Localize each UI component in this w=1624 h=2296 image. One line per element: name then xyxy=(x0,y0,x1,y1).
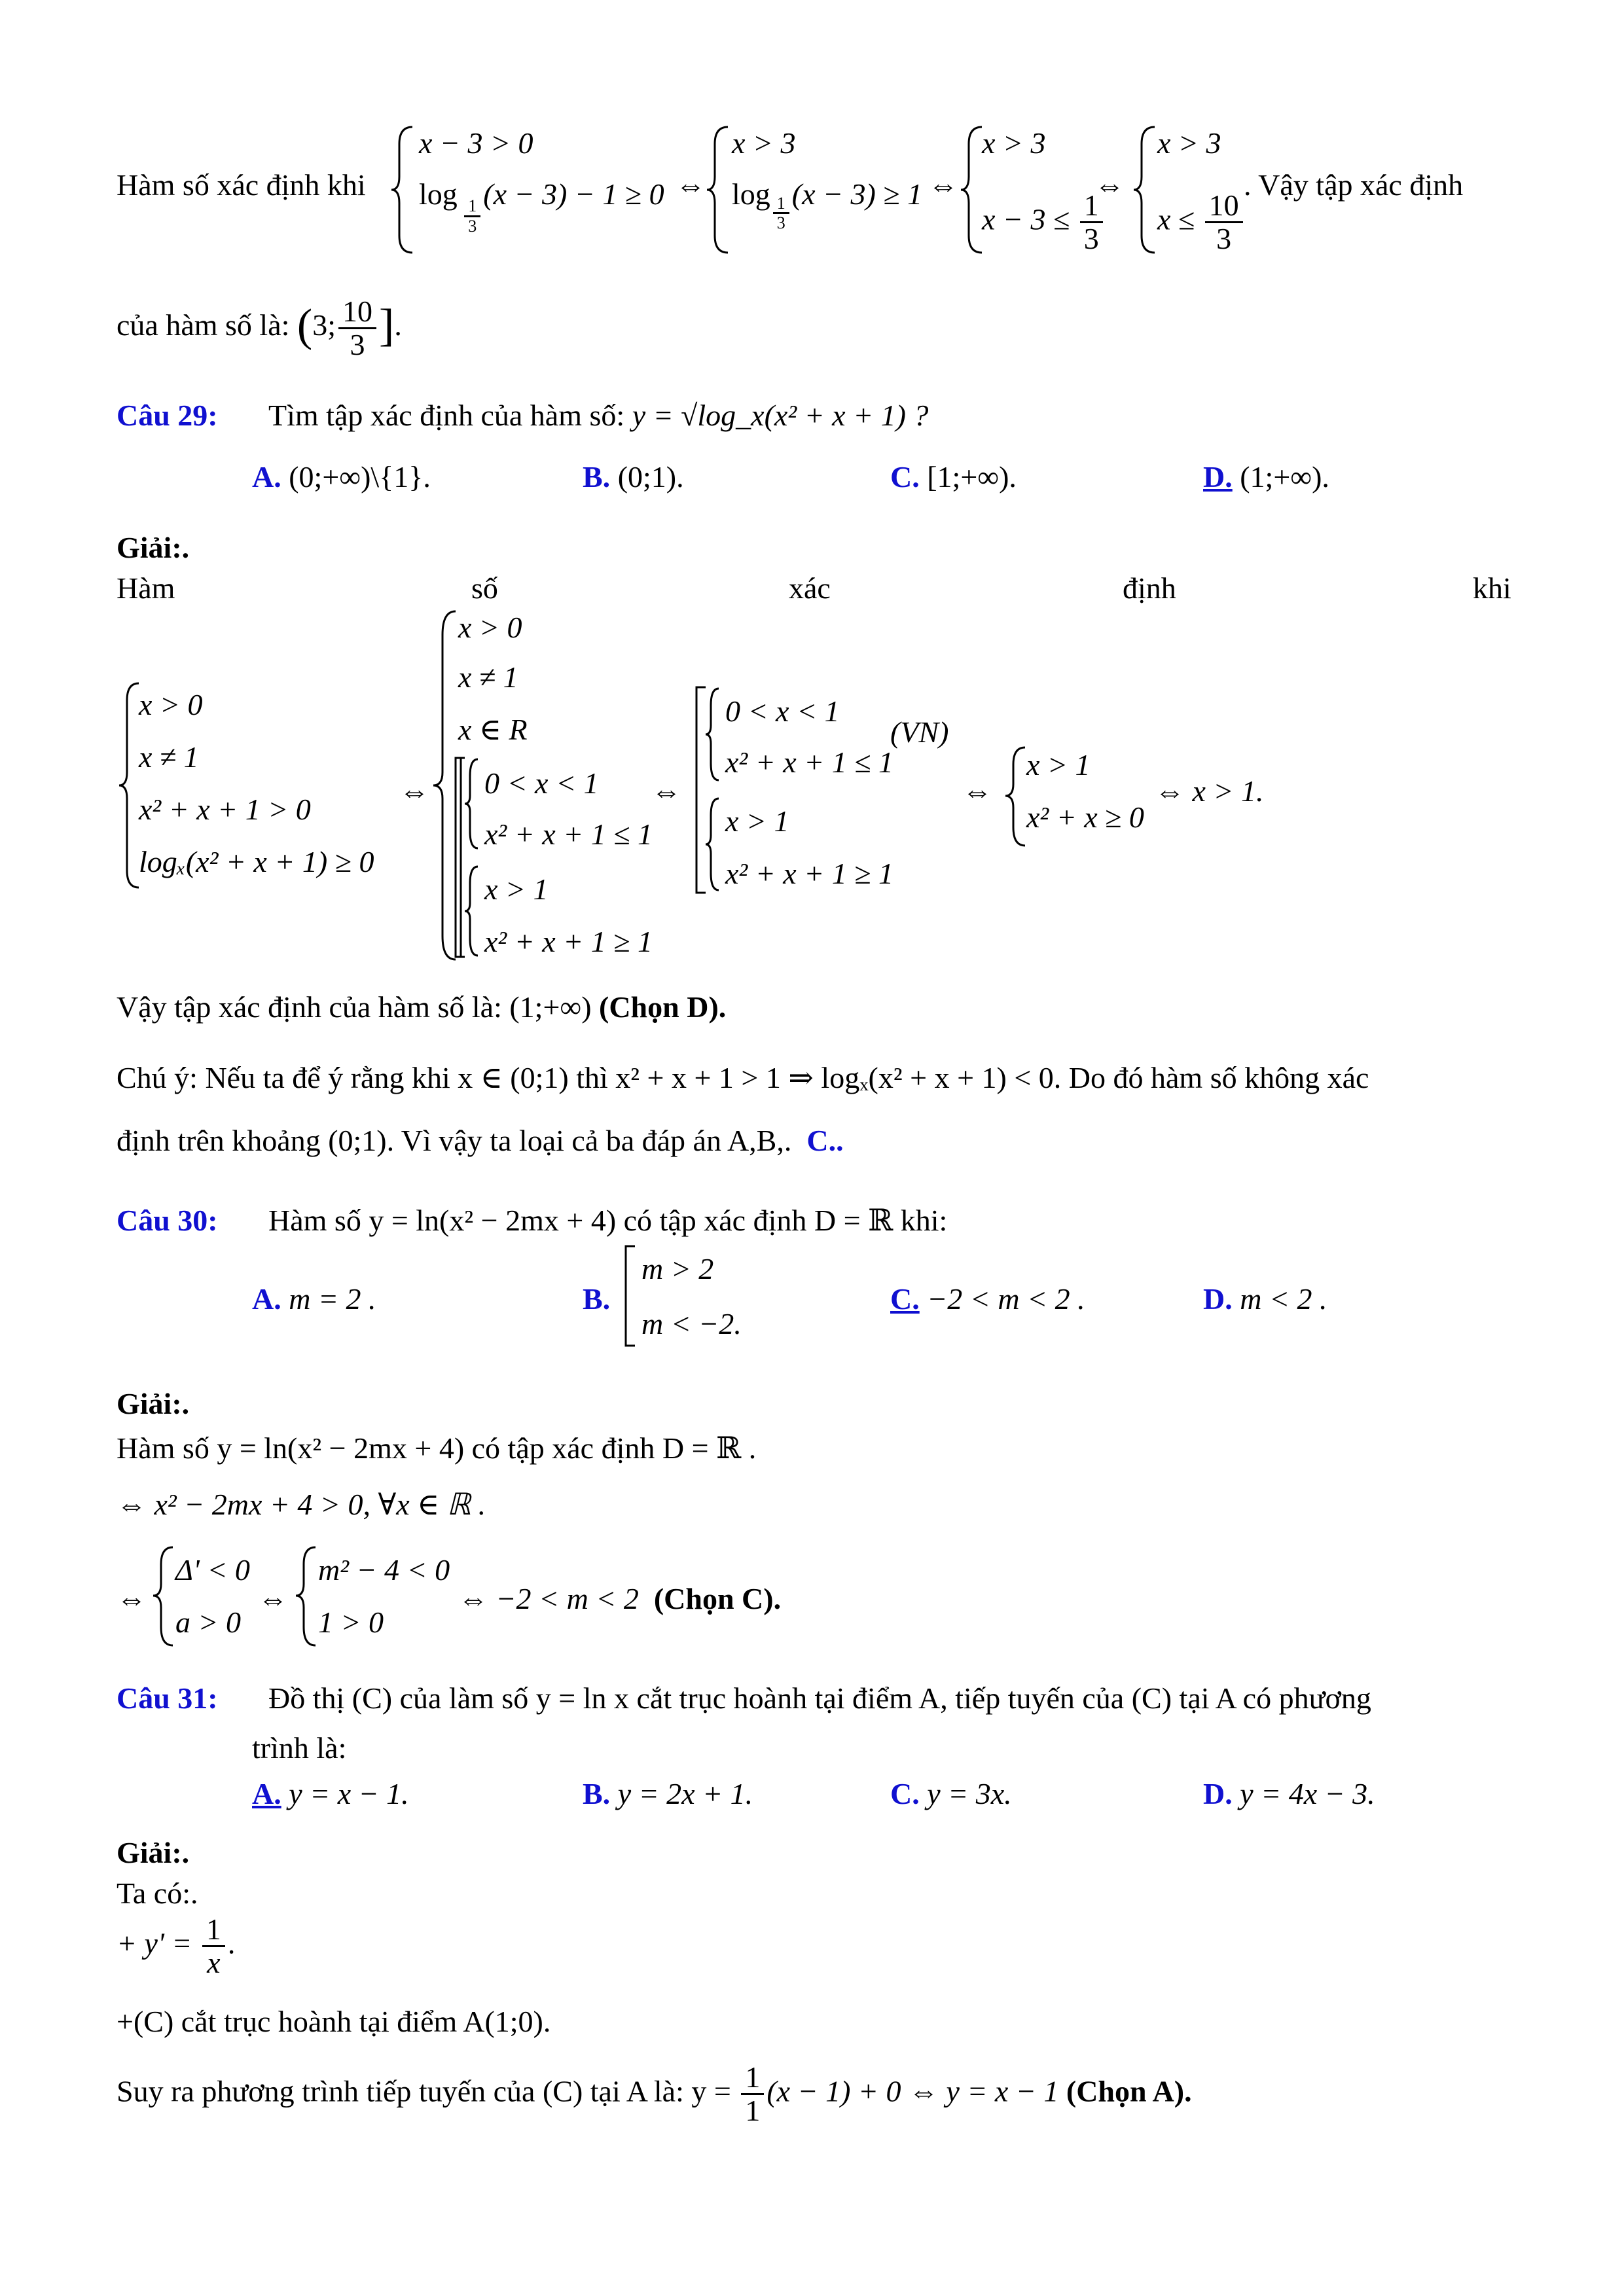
q31-option-a[interactable]: A. y = x − 1. xyxy=(252,1777,409,1810)
q29-text: Tìm tập xác định của hàm số: y = √log_x(x² + x + 1) ? xyxy=(268,399,929,432)
q30-equiv-a: ⇔ xyxy=(117,1582,147,1615)
q30-sysB-line2: 1 > 0 xyxy=(318,1605,384,1639)
q31-sol2: + y' = $\frac{1}{x}$ . xyxy=(117,1912,236,1980)
q29-conclusion: Vậy tập xác định của hàm số là: (1;+∞) (Chọn D). xyxy=(117,990,727,1024)
sol-word-2: số xyxy=(471,571,498,605)
s3-a-line2: x² + x + 1 ≤ 1 xyxy=(725,745,893,779)
s2-b-line2: x² + x + 1 ≥ 1 xyxy=(484,925,653,958)
q30-sysB-line1: m² − 4 < 0 xyxy=(318,1553,450,1587)
sol-word-1: Hàm xyxy=(117,571,175,605)
sys3-line1: x > 3 xyxy=(982,126,1046,160)
q30-option-a[interactable]: A. m = 2 . xyxy=(252,1282,376,1316)
q31-text1: Đồ thị (C) của làm số y = ln x cắt trục hoành tại điểm A, tiếp tuyến của (C) tại A có phương xyxy=(268,1681,1371,1715)
q30-sysB-brace xyxy=(295,1545,318,1649)
q29-option-b[interactable]: B. (0;1). xyxy=(583,460,684,493)
log-text: log xyxy=(419,177,458,211)
q29-note-line1: Chú ý: Nếu ta để ý rằng khi x ∈ (0;1) thì x² + x + 1 > 1 ⇒ logₓ(x² + x + 1) < 0. Do đó hàm số không xác xyxy=(117,1061,1369,1094)
sys2-line1: x > 3 xyxy=(732,126,796,160)
s1-brace xyxy=(118,681,141,890)
q30-label: Câu 30: xyxy=(117,1204,218,1237)
q29-option-a[interactable]: A. (0;+∞)\{1}. xyxy=(252,460,431,493)
q31-option-b[interactable]: B. y = 2x + 1. xyxy=(583,1777,753,1810)
q29-equiv-1: ⇔ xyxy=(399,774,429,808)
s2-a-line1: 0 < x < 1 xyxy=(484,766,599,800)
s4-result: ⇔ x > 1. xyxy=(1155,774,1264,808)
sol-word-5: khi xyxy=(1473,571,1511,605)
q29-label: Câu 29: xyxy=(117,399,218,432)
s4-line2: x² + x ≥ 0 xyxy=(1026,800,1144,834)
q30-optb-line2: m < −2. xyxy=(641,1307,742,1340)
equiv-2: ⇔ xyxy=(928,168,958,202)
q30-optb-bracket xyxy=(622,1244,638,1348)
equiv-3: ⇔ xyxy=(1094,168,1125,202)
s3-b-line1: x > 1 xyxy=(725,804,789,838)
q29-equiv-3: ⇔ xyxy=(962,774,992,808)
sys1-line1: x − 3 > 0 xyxy=(419,126,533,160)
s2-line3: x ∈ R xyxy=(458,713,528,746)
s1-line3: x² + x + 1 > 0 xyxy=(139,793,311,826)
s4-line1: x > 1 xyxy=(1026,748,1091,781)
s2-line1: x > 0 xyxy=(458,611,522,644)
sol-word-3: xác xyxy=(789,571,831,605)
sol-word-4: định xyxy=(1123,571,1176,605)
brace-2 xyxy=(706,124,732,255)
q31-sol4: Suy ra phương trình tiếp tuyến của (C) tại A là: y = $\frac{1}{1}$ (x − 1) + 0 ⇔ y = x − 1 (Chọn A). xyxy=(117,2060,1192,2128)
q30-equiv-b: ⇔ xyxy=(258,1582,288,1615)
intro-lead: Hàm số xác định khi xyxy=(117,168,366,202)
q31-solution-label: Giải:. xyxy=(117,1836,190,1869)
q29-option-c[interactable]: C. [1;+∞). xyxy=(890,460,1017,493)
q31-option-d[interactable]: D. y = 4x − 3. xyxy=(1203,1777,1375,1810)
q30-text: Hàm số y = ln(x² − 2mx + 4) có tập xác định D = ℝ khi: xyxy=(268,1204,948,1237)
s1-line2: x ≠ 1 xyxy=(139,740,199,774)
q30-sysA-line1: Δ' < 0 xyxy=(175,1553,250,1587)
log-base: 1 3 xyxy=(458,205,484,224)
q31-label: Câu 31: xyxy=(117,1681,218,1715)
s2-line2: x ≠ 1 xyxy=(458,660,518,694)
q30-sysA-brace xyxy=(152,1545,175,1649)
q30-sol1: Hàm số y = ln(x² − 2mx + 4) có tập xác định D = ℝ . xyxy=(117,1431,757,1465)
q30-option-c[interactable]: C. −2 < m < 2 . xyxy=(890,1282,1085,1316)
s2-b-line1: x > 1 xyxy=(484,872,549,906)
q29-equiv-2: ⇔ xyxy=(651,774,681,808)
q30-sysA-line2: a > 0 xyxy=(175,1605,242,1639)
q29-option-d[interactable]: D. (1;+∞). xyxy=(1203,460,1329,493)
equiv-1: ⇔ xyxy=(676,168,706,202)
log-arg: (x − 3) − 1 ≥ 0 xyxy=(483,177,664,211)
brace-4 xyxy=(1132,124,1159,255)
q29-solution-label: Giải:. xyxy=(117,531,190,564)
q31-sol1: Ta có:. xyxy=(117,1876,198,1910)
s4-brace xyxy=(1004,745,1028,850)
q31-text2: trình là: xyxy=(252,1731,347,1765)
intro-line2: của hàm số là: (3; $\frac{10}{3}$ ]. xyxy=(117,294,402,361)
q31-sol3: +(C) cắt trục hoành tại điểm A(1;0). xyxy=(117,2005,551,2038)
s3-vn: (VN) xyxy=(890,715,949,749)
q30-option-b[interactable]: B. xyxy=(583,1282,611,1316)
s3-b-line2: x² + x + 1 ≥ 1 xyxy=(725,857,893,890)
intro-tail: . Vậy tập xác định xyxy=(1244,168,1464,202)
sys3-line2: x − 3 ≤ $\frac{1}{3}$ xyxy=(982,190,1106,255)
q30-sol2: ⇔ x² − 2mx + 4 > 0, ∀x ∈ ℝ . xyxy=(117,1488,486,1521)
brace-1 xyxy=(390,124,416,255)
sys2-line2: log $\frac{1}{3}$ (x − 3) ≥ 1 xyxy=(732,177,923,232)
sys4-line1: x > 3 xyxy=(1157,126,1221,160)
q30-option-d[interactable]: D. m < 2 . xyxy=(1203,1282,1327,1316)
s1-line1: x > 0 xyxy=(139,688,203,721)
s1-line4: logₓ(x² + x + 1) ≥ 0 xyxy=(139,845,374,878)
sys4-line2: x ≤ $\frac{10}{3}$ xyxy=(1157,190,1246,255)
q31-option-c[interactable]: C. y = 3x. xyxy=(890,1777,1012,1810)
q29-formula: y = √log_x(x² + x + 1) ? xyxy=(632,399,929,432)
q30-sol-result: ⇔ −2 < m < 2 (Chọn C). xyxy=(458,1582,782,1615)
s3-a-line1: 0 < x < 1 xyxy=(725,694,840,728)
sys1-line2 xyxy=(419,175,664,236)
q30-optb-line1: m > 2 xyxy=(641,1252,714,1285)
q30-solution-label: Giải:. xyxy=(117,1387,190,1420)
q29-note-line2: định trên khoảng (0;1). Vì vậy ta loại cả ba đáp án A,B,. C.. xyxy=(117,1124,844,1157)
s2-a-line2: x² + x + 1 ≤ 1 xyxy=(484,817,653,851)
